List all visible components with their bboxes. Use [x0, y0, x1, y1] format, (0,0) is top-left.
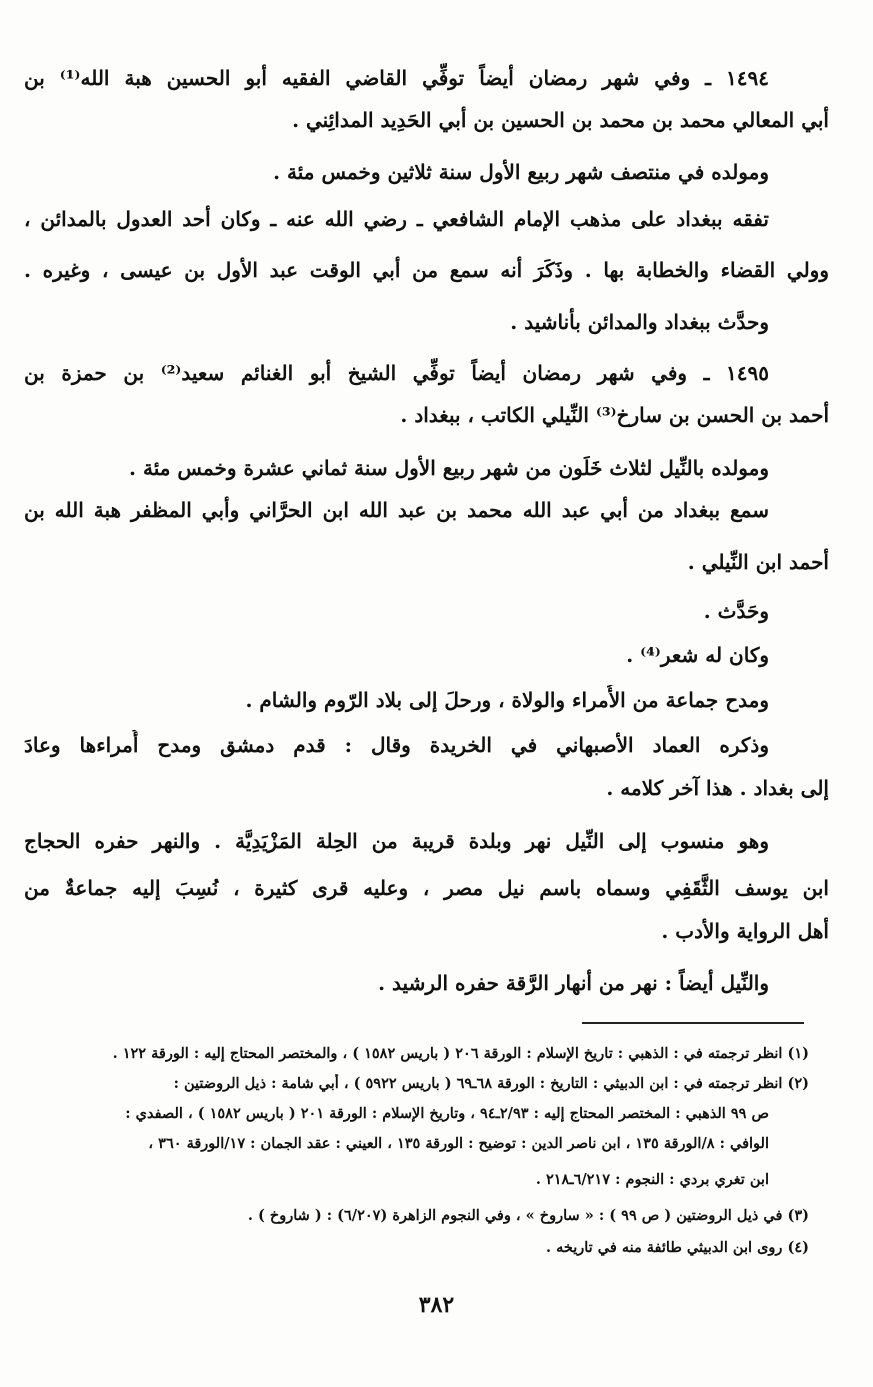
footnote-3: (٣) في ذيل الروضتين ( ص ٩٩ ) : « ساروخ » ، وفي النجوم الزاهرة (٦/٢٠٧) : ( شاروخ ) .	[247, 1207, 809, 1224]
entry-1494-line-2: أبي المعالي محمد بن محمد بن الحسين بن أبي الحَدِيد المدائِني .	[292, 108, 829, 132]
footnote-2-line-4: ابن تغري بردي : النجوم : ٦/٢١٧ـ٢١٨ .	[535, 1171, 769, 1188]
nil-paragraph-line-1: وهو منسوب إلى النِّيل نهر وبلدة قريبة من الحِلة المَزْيَدِيَّة . والنهر حفره الحجاج	[24, 829, 769, 853]
hearing-paragraph-line-1: سمع ببغداد من أبي عبد الله محمد بن عبد الله ابن الحرَّاني وأبي المظفر هبة الله بن	[24, 498, 769, 522]
imad-paragraph-line-2: إلى بغداد . هذا آخر كلامه .	[606, 776, 829, 800]
narrated-line: وحَدَّث .	[703, 599, 769, 623]
footnote-1: (١) انظر ترجمته في : الذهبي : تاريخ الإسلام : الورقة ٢٠٦ ( باريس ١٥٨٢ ) ، والمختصر المحتاج إليه : الورقة ١٢٢ .	[112, 1045, 809, 1062]
footnote-2-line-2: ص ٩٩ الذهبي : المختصر المحتاج إليه : ٢/٩٣ـ٩٤ ، وتاريخ الإسلام : الورقة ٢٠١ ( باريس ١٥٨٢ ) ، الصفدي :	[125, 1105, 769, 1122]
footnote-2-line-3: الوافي : ٨/الورقة ١٣٥ ، ابن ناصر الدين : توضيح : الورقة ١٣٥ ، العيني : عقد الجمان : ١٧/الورقة ٣٦٠ ،	[148, 1135, 769, 1152]
poetry-line: وكان له شعر⁽⁴⁾ .	[626, 643, 769, 667]
praise-paragraph: ومدح جماعة من الأُمراء والولاة ، ورحلَ إلى بلاد الرّوم والشام .	[245, 688, 769, 712]
nil-paragraph-line-3: أهل الرواية والأدب .	[661, 919, 829, 943]
narration-paragraph-1494: وحدَّث ببغداد والمدائن بأناشيد .	[510, 310, 769, 334]
imad-paragraph-line-1: وذكره العماد الأصبهاني في الخريدة وقال : قدم دمشق ومدح أُمراءها وعادَ	[24, 733, 769, 757]
entry-1495-line-1: ١٤٩٥ ـ وفي شهر رمضان أيضاً توفِّي الشيخ أبو الغنائم سعيد⁽²⁾ بن حمزة بن	[24, 361, 769, 385]
footnote-4: (٤) روى ابن الدبيثي طائفة منه في تاريخه .	[545, 1239, 809, 1256]
birth-paragraph-1494: ومولده في منتصف شهر ربيع الأول سنة ثلاثين وخمس مئة .	[273, 160, 769, 184]
hearing-paragraph-line-2: أحمد ابن النِّيلي .	[687, 550, 829, 574]
study-paragraph-line-1: تفقه ببغداد على مذهب الإمام الشافعي ـ رضي الله عنه ـ وكان أحد العدول بالمدائن ،	[24, 207, 769, 231]
footnote-2-line-1: (٢) انظر ترجمته في : ابن الدبيثي : التاريخ : الورقة ٦٨ـ٦٩ ( باريس ٥٩٢٢ ) ، أبي شامة : ذيل الروضتين :	[173, 1075, 809, 1092]
footnote-separator	[582, 1022, 804, 1024]
nil-raqqa-paragraph: والنِّيل أيضاً : نهر من أنهار الرَّقة حفره الرشيد .	[378, 971, 769, 995]
nil-paragraph-line-2: ابن يوسف الثَّقَفِي وسماه باسم نيل مصر ، وعليه قرى كثيرة ، نُسِبَ إليه جماعةٌ من	[24, 876, 829, 900]
study-paragraph-line-2: وولي القضاء والخطابة بها . وذَكَرَ أنه سمع من أبي الوقت عبد الأول بن عيسى ، وغيره .	[24, 258, 829, 282]
birth-paragraph-1495: ومولده بالنِّيل لثلاث خَلَون من شهر ربيع الأول سنة ثماني عشرة وخمس مئة .	[129, 456, 769, 480]
entry-1494-line-1: ١٤٩٤ ـ وفي شهر رمضان أيضاً توفِّي القاضي الفقيه أبو الحسين هبة الله⁽¹⁾ بن	[24, 66, 769, 90]
page-number: ٣٨٢	[418, 1292, 455, 1318]
entry-1495-line-2: أحمد بن الحسن بن سارخ⁽³⁾ النِّيلي الكاتب ، ببغداد .	[400, 403, 829, 427]
